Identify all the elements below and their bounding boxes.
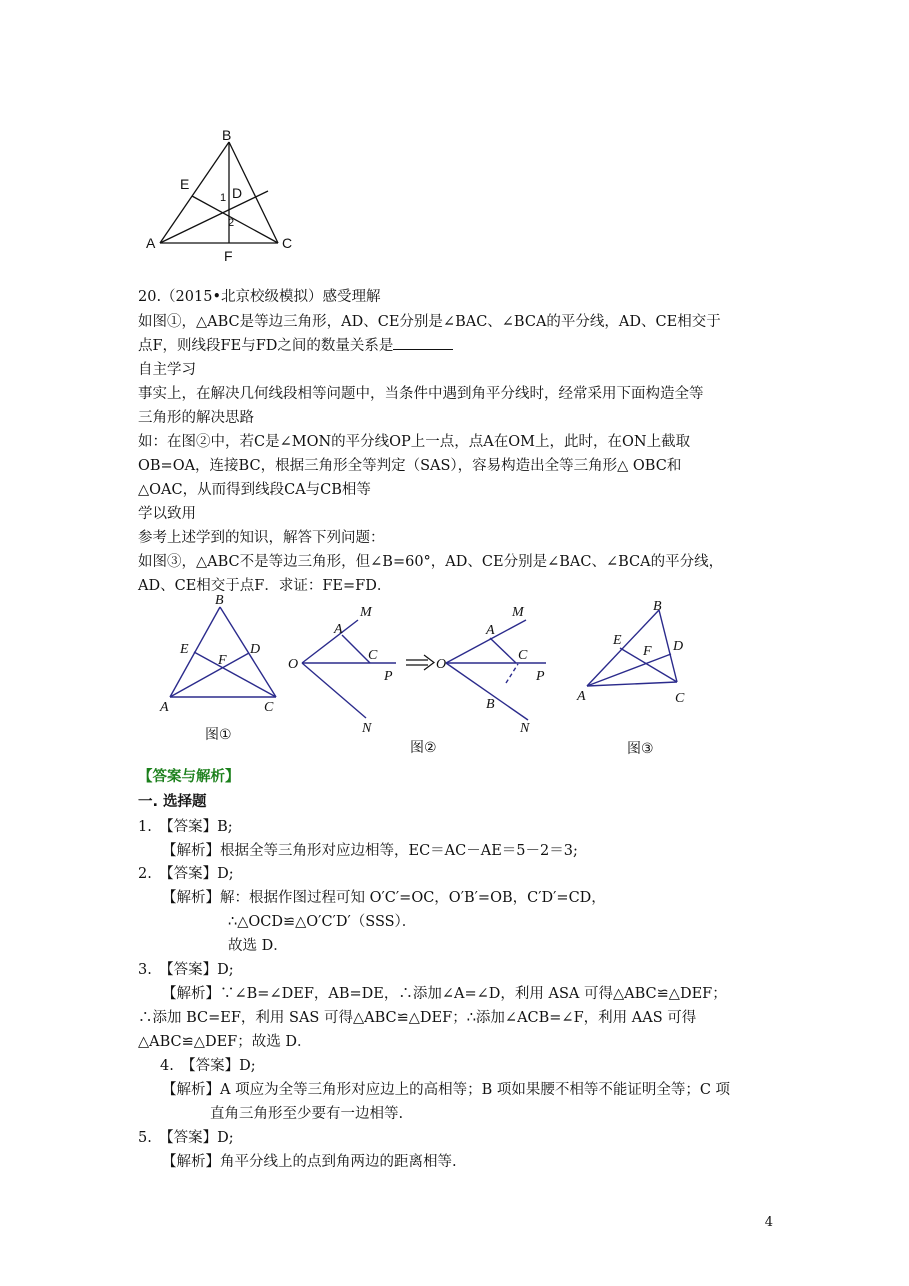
fig3-label-b: B	[653, 599, 662, 614]
fig2-left-label-m: M	[360, 605, 372, 620]
figure-3-svg	[575, 598, 700, 708]
q20-line11: 参考上述学到的知识，解答下列问题：	[138, 530, 385, 546]
answer-5: 5. 【答案】D;	[138, 1130, 234, 1146]
answer-1-explanation: 【解析】根据全等三角形对应边相等，EC＝AC－AE＝5－2＝3;	[162, 843, 578, 859]
figure-2-svg	[288, 598, 558, 738]
figure-1-svg	[158, 592, 288, 717]
fig3-label-c: C	[675, 691, 685, 706]
fig1-label-d: D	[250, 642, 261, 657]
answer-3-explanation-2: ∴添加 BC=EF，利用 SAS 可得△ABC≌△DEF；∴添加∠ACB=∠F，利用 AAS 可得	[138, 1010, 697, 1026]
fig1-label-f: F	[218, 653, 227, 668]
q20-title: 20.（2015•北京校级模拟）感受理解	[138, 289, 381, 305]
q20-line10: 学以致用	[138, 506, 196, 522]
figure-3	[575, 598, 700, 708]
answer-2-explanation-2: ∴△OCD≌△O′C′D′（SSS）．	[228, 914, 417, 930]
answer-2: 2. 【答案】D;	[138, 866, 234, 882]
fig1-label-a: A	[160, 700, 169, 715]
fig2-left-label-o: O	[288, 657, 299, 672]
fig3-label-d: D	[673, 639, 684, 654]
q20-line8: OB=OA，连接BC，根据三角形全等判定（SAS），容易构造出全等三角形△ OBC和	[138, 458, 682, 474]
fig1-caption: 图①	[205, 727, 232, 743]
fig2-left-label-a: A	[334, 622, 343, 637]
page-number: 4	[764, 1215, 773, 1230]
label-angle-2: 2	[228, 217, 235, 229]
section-heading: 一. 选择题	[138, 794, 207, 810]
fig2-right-label-o: O	[436, 657, 447, 672]
fig2-right-label-a: A	[486, 623, 495, 638]
answers-heading: 【答案与解析】	[138, 769, 240, 785]
fig2-caption: 图②	[410, 740, 437, 756]
fig1-label-b: B	[215, 593, 224, 608]
q20-line3	[138, 334, 778, 358]
label-f: F	[224, 248, 233, 264]
q20-line13: AD、CE相交于点F．求证：FE=FD．	[138, 578, 392, 594]
fig3-label-e: E	[613, 633, 622, 648]
fig1-label-e: E	[180, 642, 189, 657]
label-b: B	[222, 127, 232, 143]
q20-line4: 自主学习	[138, 362, 196, 378]
answer-3-explanation-3: △ABC≌△DEF；故选 D．	[138, 1034, 312, 1050]
q20-line7: 如：在图②中，若C是∠MON的平分线OP上一点，点A在OM上，此时，在ON上截取	[138, 434, 691, 450]
fig2-right-label-p: P	[536, 669, 545, 684]
fig2-left-label-c: C	[368, 648, 378, 663]
figure-triangle-top	[140, 128, 300, 263]
answer-5-explanation: 【解析】角平分线上的点到角两边的距离相等.	[162, 1154, 457, 1170]
answer-4: 4. 【答案】D;	[160, 1058, 256, 1074]
fig3-label-a: A	[577, 689, 586, 704]
fig3-caption: 图③	[627, 741, 654, 757]
q20-line3-text: 点F，则线段FE与FD之间的数量关系是	[138, 338, 394, 354]
label-a: A	[146, 235, 156, 251]
answer-2-explanation-1: 【解析】解：根据作图过程可知 O′C′=OC，O′B′=OB，C′D′=CD，	[162, 890, 606, 906]
answer-2-explanation-3: 故选 D．	[228, 938, 288, 954]
q20-line2: 如图①，△ABC是等边三角形，AD、CE分别是∠BAC、∠BCA的平分线，AD、CE相交于	[138, 314, 721, 330]
figure-1	[158, 592, 288, 717]
fig1-label-c: C	[264, 700, 274, 715]
answer-3-explanation-1: 【解析】∵∠B=∠DEF，AB=DE，∴添加∠A=∠D，利用 ASA 可得△ABC≌△DEF；	[162, 986, 727, 1002]
q20-line9: △OAC，从而得到线段CA与CB相等	[138, 482, 371, 498]
label-e: E	[180, 176, 190, 192]
fig2-right-label-n: N	[520, 721, 530, 736]
label-c: C	[282, 235, 293, 251]
label-angle-1: 1	[220, 192, 227, 204]
fig2-right-label-c: C	[518, 648, 528, 663]
fig2-right-label-m: M	[512, 605, 524, 620]
answer-3: 3. 【答案】D;	[138, 962, 234, 978]
fig2-left-label-p: P	[384, 669, 393, 684]
figure-triangle-top-svg	[140, 128, 300, 263]
q20-line6: 三角形的解决思路	[138, 410, 254, 426]
label-d: D	[232, 185, 243, 201]
fig2-right-label-b: B	[486, 697, 495, 712]
answer-4-explanation-1: 【解析】A 项应为全等三角形对应边上的高相等；B 项如果腰不相等不能证明全等；C 项	[162, 1082, 731, 1098]
figure-2	[288, 598, 558, 738]
q20-line12: 如图③，△ABC不是等边三角形，但∠B=60°，AD、CE分别是∠BAC、∠BCA的平分线，	[138, 554, 724, 570]
answer-4-explanation-2: 直角三角形至少要有一边相等.	[210, 1106, 404, 1122]
q20-line5: 事实上，在解决几何线段相等问题中，当条件中遇到角平分线时，经常采用下面构造全等	[138, 386, 704, 402]
answer-1: 1. 【答案】B;	[138, 819, 233, 835]
fig2-left-label-n: N	[362, 721, 372, 736]
fig3-label-f: F	[643, 644, 652, 659]
answer-blank	[393, 335, 453, 350]
